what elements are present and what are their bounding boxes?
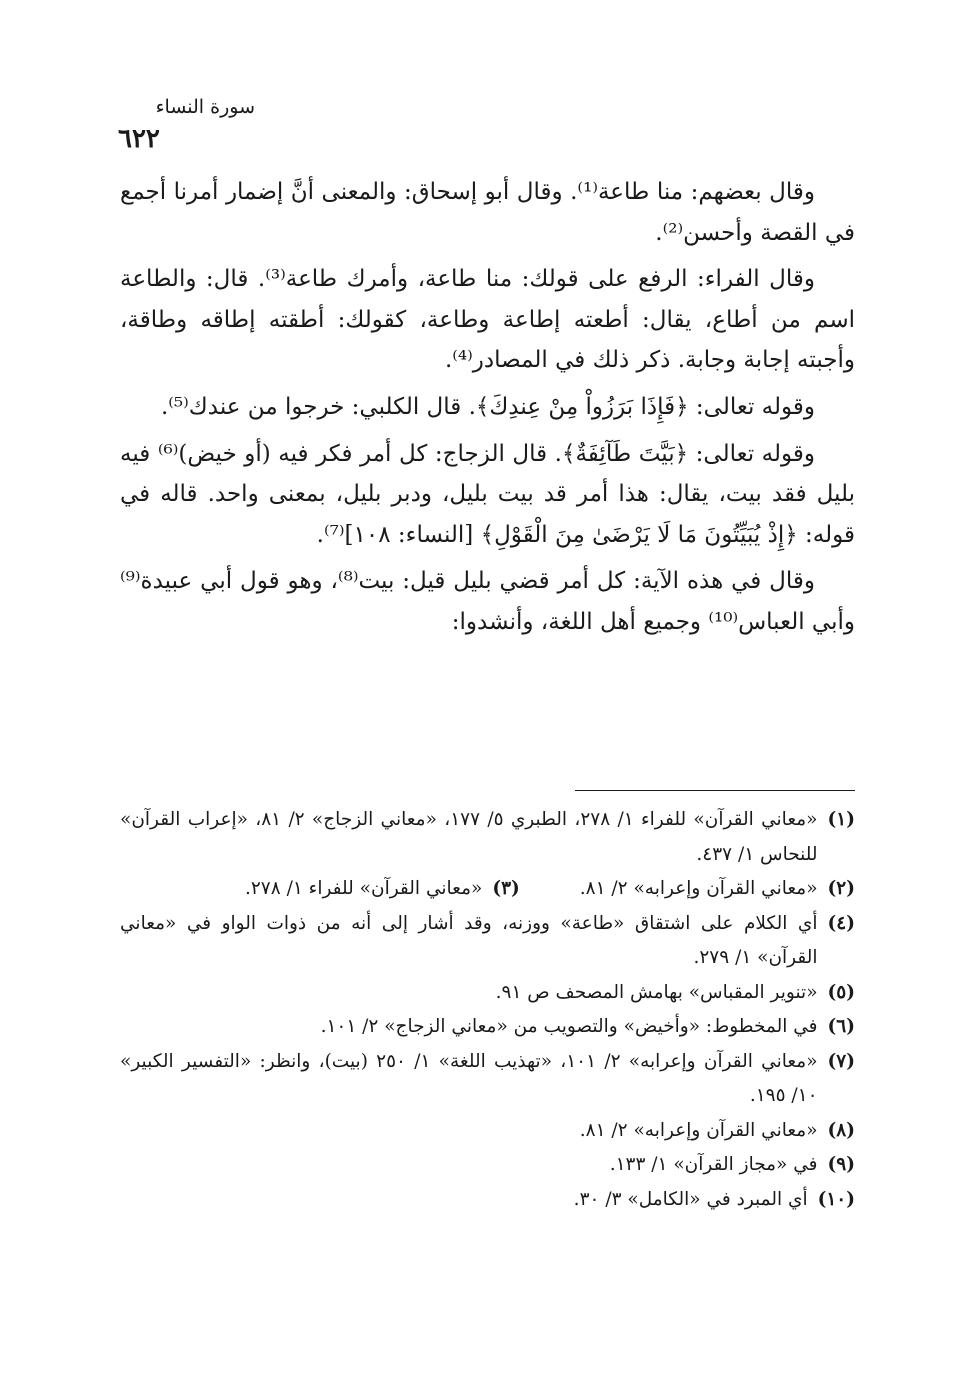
paragraph: وقوله تعالى: ﴿فَإِذَا بَرَزُواْ مِنْ عِندِكَ﴾. قال الكلبي: خرجوا من عندك⁽⁵⁾.	[160, 393, 815, 420]
footnote-text: «معاني القرآن وإعرابه» ٢/ ٨١.	[579, 878, 818, 899]
footnote-text: في «مجاز القرآن» ١/ ١٣٣.	[609, 1154, 818, 1175]
footnote-text: في المخطوط: «وأخيض» والتصويب من «معاني الزجاج» ٢/ ١٠١.	[320, 1016, 818, 1037]
main-text	[120, 172, 855, 649]
footnote-number: (٤)	[827, 912, 855, 934]
footnote-number: (٦)	[827, 1016, 855, 1037]
footnote	[120, 976, 855, 1011]
footnote	[120, 907, 855, 976]
page-number: ٦٢٢	[118, 124, 160, 154]
footnote-pair	[120, 872, 855, 907]
footnote-number: (٧)	[827, 1050, 855, 1072]
footnote	[120, 803, 855, 872]
footnote	[120, 1045, 855, 1114]
running-title: سورة النساء	[155, 96, 255, 118]
footnotes	[120, 803, 855, 1217]
footnote-number: (١)	[827, 809, 855, 830]
footnote-text: «معاني القرآن وإعرابه» ٢/ ١٠١، «تهذيب اللغة» ١/ ٢٥٠ (بيت)، وانظر: «التفسير الكبير» ١٠/ ١٩٥.	[120, 1050, 818, 1106]
footnote-text: «معاني القرآن» للفراء ١/ ٢٧٨، الطبري ٥/ ١٧٧، «معاني الزجاج» ٢/ ٨١، «إعراب القرآن» للنحاس ١/ ٤٣٧.	[120, 809, 818, 865]
footnote	[120, 1183, 855, 1218]
paragraph: وقوله تعالى: ﴿بَيَّتَ طَآئِفَةٌ﴾. قال الزجاج: كل أمر فكر فيه (أو خيض)⁽⁶⁾ فيه بليل فقد بيت، يقال: هذا أمر قد بيت بليل، ودبر بليل، بمعنى واحد. قاله في قوله: ﴿إِذْ يُبَيِّتُونَ مَا لَا يَرْضَىٰ مِنَ الْقَوْلِ﴾ [النساء: ١٠٨]⁽⁷⁾.	[120, 440, 855, 548]
footnote	[580, 872, 855, 907]
paragraph: وقال بعضهم: منا طاعة⁽¹⁾. وقال أبو إسحاق: والمعنى أنَّ إضمار أمرنا أجمع في القصة وأحسن⁽²⁾.	[120, 179, 855, 246]
footnote-number: (٨)	[827, 1119, 855, 1141]
paragraph: وقال الفراء: الرفع على قولك: منا طاعة، وأمرك طاعة⁽³⁾. قال: والطاعة اسم من أطاع، يقال: أطعته إطاعة وطاعة، كقولك: أطقته إطاقه وطاقة، وأجبته إجابة وجابة. ذكر ذلك في المصادر⁽⁴⁾.	[120, 266, 855, 374]
footnote-text: أي الكلام على اشتقاق «طاعة» ووزنه، وقد أشار إلى أنه من ذوات الواو في «معاني القرآن» ١/ ٢٧٩.	[120, 912, 818, 968]
footnote-text: «معاني القرآن وإعرابه» ٢/ ٨١.	[579, 1119, 818, 1141]
footnote-number: (٣)	[492, 878, 520, 899]
footnote-text: «معاني القرآن» للفراء ١/ ٢٧٨.	[244, 878, 483, 899]
footnote-divider	[575, 790, 855, 791]
footnote	[120, 1148, 855, 1183]
paragraph: وقال في هذه الآية: كل أمر قضي بليل قيل: بيت⁽⁸⁾، وهو قول أبي عبيدة⁽⁹⁾ وأبي العباس⁽¹⁰⁾ وجميع أهل اللغة، وأنشدوا:	[120, 568, 855, 635]
footnote	[245, 872, 520, 907]
footnote-number: (١٠)	[817, 1188, 855, 1210]
footnote-number: (٥)	[827, 981, 855, 1003]
footnote	[120, 1114, 855, 1149]
footnote-number: (٩)	[827, 1154, 855, 1175]
footnote-number: (٢)	[827, 878, 855, 899]
footnote-text: «تنوير المقباس» بهامش المصحف ص ٩١.	[495, 981, 818, 1003]
footnote-text: أي المبرد في «الكامل» ٣/ ٣٠.	[573, 1188, 808, 1210]
footnote	[120, 1010, 855, 1045]
